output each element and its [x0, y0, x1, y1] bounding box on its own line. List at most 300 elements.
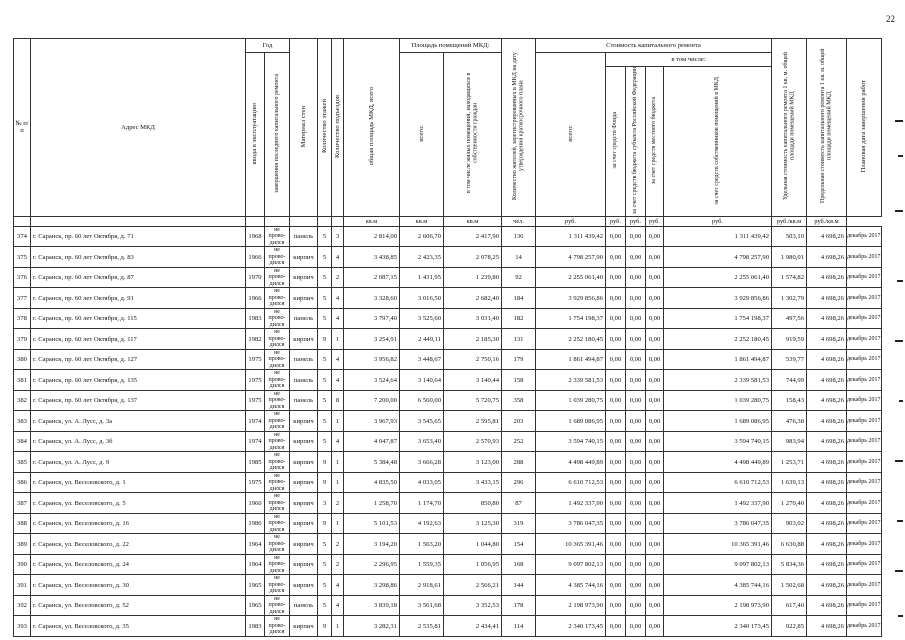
local-budget-cell: 0,00 [646, 267, 664, 288]
specific-cost-cell: 1 302,79 [772, 288, 807, 309]
address-cell: г. Саранск, ул. Веселовского, д. 16 [31, 513, 246, 534]
col-owners-header: за счет средств собственников помещений в МКД [664, 67, 772, 217]
total-area-cell: 5 101,53 [344, 513, 400, 534]
row-number: 377 [14, 288, 31, 309]
year-repair-cell: не прово-дился [265, 534, 290, 555]
area-all-cell: 4 192,63 [400, 513, 444, 534]
owners-cell: 4 385 744,16 [664, 575, 772, 596]
row-number: 391 [14, 575, 31, 596]
deadline-cell: декабрь 2017 [847, 411, 882, 432]
owners-cell: 1 311 439,42 [664, 226, 772, 247]
subject-budget-cell: 0,00 [626, 349, 646, 370]
owners-cell: 3 929 856,86 [664, 288, 772, 309]
residents-cell: 296 [502, 472, 536, 493]
entrances-cell: 3 [332, 226, 344, 247]
col-including-header: в том числе: [606, 53, 772, 67]
limit-cost-cell: 4 698,26 [807, 472, 847, 493]
subject-budget-cell: 0,00 [626, 247, 646, 268]
floors-cell: 5 [318, 534, 332, 555]
residents-cell: 178 [502, 595, 536, 616]
specific-cost-cell: 983,94 [772, 431, 807, 452]
fund-cell: 0,00 [606, 247, 626, 268]
specific-cost-cell: 497,56 [772, 308, 807, 329]
subject-budget-cell: 0,00 [626, 411, 646, 432]
table-row [14, 226, 882, 247]
deadline-cell: декабрь 2017 [847, 575, 882, 596]
table-row [14, 329, 882, 350]
total-area-cell: 3 282,31 [344, 616, 400, 637]
year-built-cell: 1975 [246, 370, 265, 391]
wall-material-cell: кирпич [290, 534, 318, 555]
specific-cost-cell: 5 834,36 [772, 554, 807, 575]
year-built-cell: 1974 [246, 411, 265, 432]
total-area-cell: 3 956,82 [344, 349, 400, 370]
year-repair-cell: не прово-дился [265, 390, 290, 411]
specific-cost-cell: 476,38 [772, 411, 807, 432]
deadline-cell: декабрь 2017 [847, 370, 882, 391]
entrances-cell: 1 [332, 513, 344, 534]
specific-cost-cell: 539,77 [772, 349, 807, 370]
fund-cell: 0,00 [606, 226, 626, 247]
area-residential-cell: 2 417,90 [444, 226, 502, 247]
wall-material-cell: кирпич [290, 431, 318, 452]
fund-cell: 0,00 [606, 513, 626, 534]
area-all-cell: 1 559,35 [400, 554, 444, 575]
area-all-cell: 3 525,60 [400, 308, 444, 329]
residents-cell: 319 [502, 513, 536, 534]
floors-cell: 9 [318, 616, 332, 637]
area-residential-cell: 3 433,15 [444, 472, 502, 493]
subject-budget-cell: 0,00 [626, 288, 646, 309]
specific-cost-cell: 1 270,40 [772, 493, 807, 514]
specific-cost-cell: 1 574,82 [772, 267, 807, 288]
limit-cost-cell: 4 698,26 [807, 226, 847, 247]
fund-cell: 0,00 [606, 370, 626, 391]
scan-edge-marks [891, 100, 905, 640]
residents-cell: 184 [502, 288, 536, 309]
col-residents-header: Количество жителей, зарегистрированных в МКД на дату утверждения краткосрочного плана [502, 39, 536, 217]
total-area-cell: 2 087,15 [344, 267, 400, 288]
area-all-cell: 1 431,95 [400, 267, 444, 288]
owners-cell: 3 594 740,15 [664, 431, 772, 452]
deadline-cell: декабрь 2017 [847, 349, 882, 370]
entrances-cell: 4 [332, 288, 344, 309]
local-budget-cell: 0,00 [646, 534, 664, 555]
area-all-cell: 2 918,61 [400, 575, 444, 596]
total-area-cell: 3 298,86 [344, 575, 400, 596]
total-area-cell: 3 328,60 [344, 288, 400, 309]
limit-cost-cell: 4 698,26 [807, 431, 847, 452]
limit-cost-cell: 4 698,26 [807, 329, 847, 350]
specific-cost-cell: 158,43 [772, 390, 807, 411]
cost-total-cell: 9 097 802,13 [536, 554, 606, 575]
entrances-cell: 4 [332, 575, 344, 596]
residents-cell: 358 [502, 390, 536, 411]
entrances-cell: 4 [332, 349, 344, 370]
wall-material-cell: кирпич [290, 411, 318, 432]
fund-cell: 0,00 [606, 472, 626, 493]
residents-cell: 131 [502, 329, 536, 350]
deadline-cell: декабрь 2017 [847, 554, 882, 575]
wall-material-cell: кирпич [290, 452, 318, 473]
area-all-cell: 3 016,50 [400, 288, 444, 309]
year-repair-cell: не прово-дился [265, 308, 290, 329]
local-budget-cell: 0,00 [646, 493, 664, 514]
year-repair-cell: не прово-дился [265, 513, 290, 534]
cost-total-cell: 4 798 257,90 [536, 247, 606, 268]
year-repair-cell: не прово-дился [265, 452, 290, 473]
year-built-cell: 1974 [246, 431, 265, 452]
specific-cost-cell: 1 502,68 [772, 575, 807, 596]
entrances-cell: 2 [332, 493, 344, 514]
year-built-cell: 1983 [246, 616, 265, 637]
cost-total-cell: 1 492 337,90 [536, 493, 606, 514]
total-area-cell: 3 194,20 [344, 534, 400, 555]
wall-material-cell: кирпич [290, 513, 318, 534]
row-number: 393 [14, 616, 31, 637]
wall-material-cell: кирпич [290, 288, 318, 309]
table-row [14, 267, 882, 288]
entrances-cell: 1 [332, 452, 344, 473]
area-residential-cell: 5 720,75 [444, 390, 502, 411]
year-built-cell: 1968 [246, 226, 265, 247]
year-built-cell: 1975 [246, 349, 265, 370]
subject-budget-cell: 0,00 [626, 493, 646, 514]
entrances-cell: 1 [332, 411, 344, 432]
fund-cell: 0,00 [606, 575, 626, 596]
area-all-cell: 1 563,20 [400, 534, 444, 555]
subject-budget-cell: 0,00 [626, 329, 646, 350]
subject-budget-cell: 0,00 [626, 431, 646, 452]
floors-cell: 9 [318, 329, 332, 350]
limit-cost-cell: 4 698,26 [807, 595, 847, 616]
limit-cost-cell: 4 698,26 [807, 308, 847, 329]
specific-cost-cell: 922,85 [772, 616, 807, 637]
unit-cell: руб. [606, 216, 626, 226]
cost-total-cell: 1 861 494,87 [536, 349, 606, 370]
subject-budget-cell: 0,00 [626, 513, 646, 534]
subject-budget-cell: 0,00 [626, 595, 646, 616]
residents-cell: 136 [502, 226, 536, 247]
deadline-cell: декабрь 2017 [847, 288, 882, 309]
total-area-cell: 3 524,64 [344, 370, 400, 391]
row-number: 380 [14, 349, 31, 370]
col-wall-header: Материал стен [290, 39, 318, 217]
unit-cell: кв.м [344, 216, 400, 226]
year-repair-cell: не прово-дился [265, 554, 290, 575]
fund-cell: 0,00 [606, 534, 626, 555]
subject-budget-cell: 0,00 [626, 226, 646, 247]
area-residential-cell: 1 239,80 [444, 267, 502, 288]
subject-budget-cell: 0,00 [626, 534, 646, 555]
owners-cell: 1 754 198,37 [664, 308, 772, 329]
floors-cell: 5 [318, 226, 332, 247]
col-area-residential-header: в том числе жилых помещений, находящихся в собственности граждан [444, 53, 502, 217]
total-area-cell: 2 814,00 [344, 226, 400, 247]
area-all-cell: 2 606,70 [400, 226, 444, 247]
total-area-cell: 3 438,85 [344, 247, 400, 268]
unit-cell: кв.м [400, 216, 444, 226]
residents-cell: 144 [502, 575, 536, 596]
col-limit-cost-header: Предельная стоимость капитального ремонта 1 кв. м. общей площади помещений МКД [807, 39, 847, 217]
local-budget-cell: 0,00 [646, 390, 664, 411]
entrances-cell: 1 [332, 329, 344, 350]
year-built-cell: 1975 [246, 390, 265, 411]
year-built-cell: 1965 [246, 575, 265, 596]
floors-cell: 5 [318, 288, 332, 309]
address-cell: г. Саранск, ул. Веселовского, д. 52 [31, 595, 246, 616]
area-residential-cell: 2 750,16 [444, 349, 502, 370]
specific-cost-cell: 6 630,88 [772, 534, 807, 555]
area-all-cell: 3 666,28 [400, 452, 444, 473]
subject-budget-cell: 0,00 [626, 554, 646, 575]
address-cell: г. Саранск, ул. А. Лусс, д. 3б [31, 431, 246, 452]
fund-cell: 0,00 [606, 267, 626, 288]
floors-cell: 3 [318, 493, 332, 514]
capital-repair-table [13, 38, 882, 637]
specific-cost-cell: 1 980,01 [772, 247, 807, 268]
residents-cell: 87 [502, 493, 536, 514]
entrances-cell: 2 [332, 554, 344, 575]
owners-cell: 2 198 973,90 [664, 595, 772, 616]
wall-material-cell: кирпич [290, 616, 318, 637]
owners-cell: 10 365 391,46 [664, 534, 772, 555]
area-residential-cell: 2 570,93 [444, 431, 502, 452]
col-area-all-header: всего: [400, 53, 444, 217]
floors-cell: 5 [318, 390, 332, 411]
subject-budget-cell: 0,00 [626, 452, 646, 473]
area-residential-cell: 3 123,00 [444, 452, 502, 473]
row-number: 390 [14, 554, 31, 575]
address-cell: г. Саранск, пр. 60 лет Октября, д. 137 [31, 390, 246, 411]
wall-material-cell: панель [290, 390, 318, 411]
area-residential-cell: 2 434,41 [444, 616, 502, 637]
specific-cost-cell: 1 253,71 [772, 452, 807, 473]
area-all-cell: 2 449,11 [400, 329, 444, 350]
residents-cell: 252 [502, 431, 536, 452]
subject-budget-cell: 0,00 [626, 616, 646, 637]
specific-cost-cell: 903,02 [772, 513, 807, 534]
specific-cost-cell: 1 639,13 [772, 472, 807, 493]
limit-cost-cell: 4 698,26 [807, 452, 847, 473]
floors-cell: 5 [318, 370, 332, 391]
owners-cell: 3 786 047,35 [664, 513, 772, 534]
residents-cell: 182 [502, 308, 536, 329]
col-floors-header: Количество этажей [318, 39, 332, 217]
total-area-cell: 7 200,00 [344, 390, 400, 411]
unit-cell: руб. [664, 216, 772, 226]
unit-cell: руб. [626, 216, 646, 226]
cost-total-cell: 10 365 391,46 [536, 534, 606, 555]
limit-cost-cell: 4 698,26 [807, 267, 847, 288]
limit-cost-cell: 4 698,26 [807, 513, 847, 534]
row-number: 384 [14, 431, 31, 452]
table-row [14, 554, 882, 575]
deadline-cell: декабрь 2017 [847, 267, 882, 288]
cost-total-cell: 1 039 280,75 [536, 390, 606, 411]
subject-budget-cell: 0,00 [626, 575, 646, 596]
floors-cell: 5 [318, 595, 332, 616]
row-number: 374 [14, 226, 31, 247]
year-repair-cell: не прово-дился [265, 472, 290, 493]
owners-cell: 1 861 494,87 [664, 349, 772, 370]
area-residential-cell: 1 056,95 [444, 554, 502, 575]
address-cell: г. Саранск, пр. 60 лет Октября, д. 135 [31, 370, 246, 391]
col-cost-total-header: всего: [536, 53, 606, 217]
wall-material-cell: панель [290, 349, 318, 370]
local-budget-cell: 0,00 [646, 431, 664, 452]
floors-cell: 9 [318, 472, 332, 493]
area-residential-cell: 3 352,53 [444, 595, 502, 616]
local-budget-cell: 0,00 [646, 288, 664, 309]
col-total-area-header: общая площадь МКД, всего [344, 39, 400, 217]
limit-cost-cell: 4 698,26 [807, 534, 847, 555]
row-number: 383 [14, 411, 31, 432]
year-repair-cell: не прово-дился [265, 575, 290, 596]
entrances-cell: 1 [332, 472, 344, 493]
deadline-cell: декабрь 2017 [847, 595, 882, 616]
table-row [14, 431, 882, 452]
floors-cell: 5 [318, 431, 332, 452]
unit-cell: чел. [502, 216, 536, 226]
limit-cost-cell: 4 698,26 [807, 493, 847, 514]
area-residential-cell: 3 140,44 [444, 370, 502, 391]
entrances-cell: 4 [332, 595, 344, 616]
specific-cost-cell: 919,59 [772, 329, 807, 350]
table-row [14, 370, 882, 391]
limit-cost-cell: 4 698,26 [807, 247, 847, 268]
row-number: 392 [14, 595, 31, 616]
row-number: 378 [14, 308, 31, 329]
area-all-cell: 6 560,00 [400, 390, 444, 411]
total-area-cell: 4 047,87 [344, 431, 400, 452]
area-residential-cell: 2 566,21 [444, 575, 502, 596]
year-repair-cell: не прово-дился [265, 493, 290, 514]
limit-cost-cell: 4 698,26 [807, 554, 847, 575]
area-all-cell: 2 535,81 [400, 616, 444, 637]
residents-cell: 154 [502, 534, 536, 555]
wall-material-cell: панель [290, 308, 318, 329]
floors-cell: 5 [318, 247, 332, 268]
table-body [14, 226, 882, 636]
total-area-cell: 3 797,40 [344, 308, 400, 329]
limit-cost-cell: 4 698,26 [807, 349, 847, 370]
area-all-cell: 3 448,67 [400, 349, 444, 370]
local-budget-cell: 0,00 [646, 616, 664, 637]
cost-total-cell: 3 929 856,86 [536, 288, 606, 309]
deadline-cell: декабрь 2017 [847, 329, 882, 350]
fund-cell: 0,00 [606, 452, 626, 473]
area-residential-cell: 2 185,30 [444, 329, 502, 350]
owners-cell: 6 610 712,53 [664, 472, 772, 493]
deadline-cell: декабрь 2017 [847, 513, 882, 534]
col-specific-cost-header: Удельная стоимость капитального ремонта 1 кв. м. общей площади помещений МКД [772, 39, 807, 217]
area-all-cell: 1 174,70 [400, 493, 444, 514]
address-cell: г. Саранск, ул. Веселовского, д. 1 [31, 472, 246, 493]
deadline-cell: декабрь 2017 [847, 534, 882, 555]
address-cell: г. Саранск, ул. Веселовского, д. 24 [31, 554, 246, 575]
total-area-cell: 5 384,48 [344, 452, 400, 473]
row-number: 379 [14, 329, 31, 350]
entrances-cell: 1 [332, 616, 344, 637]
area-all-cell: 3 653,40 [400, 431, 444, 452]
document-table-wrapper [13, 38, 882, 637]
year-built-cell: 1964 [246, 534, 265, 555]
cost-total-cell: 1 311 439,42 [536, 226, 606, 247]
area-residential-cell: 2 078,25 [444, 247, 502, 268]
floors-cell: 9 [318, 513, 332, 534]
deadline-cell: декабрь 2017 [847, 226, 882, 247]
local-budget-cell: 0,00 [646, 452, 664, 473]
deadline-cell: декабрь 2017 [847, 493, 882, 514]
unit-cell: руб./кв.м [807, 216, 847, 226]
owners-cell: 1 689 086,95 [664, 411, 772, 432]
residents-cell: 14 [502, 247, 536, 268]
cost-total-cell: 1 689 086,95 [536, 411, 606, 432]
subject-budget-cell: 0,00 [626, 390, 646, 411]
col-local-budget-header: за счет средств местного бюджета [646, 67, 664, 217]
wall-material-cell: кирпич [290, 575, 318, 596]
col-entrances-header: Количество подъездов [332, 39, 344, 217]
year-built-cell: 1986 [246, 513, 265, 534]
address-cell: г. Саранск, ул. А. Лусс, д. 3а [31, 411, 246, 432]
local-budget-cell: 0,00 [646, 575, 664, 596]
entrances-cell: 2 [332, 534, 344, 555]
table-row [14, 349, 882, 370]
table-row [14, 575, 882, 596]
specific-cost-cell: 503,10 [772, 226, 807, 247]
cost-total-cell: 2 340 173,45 [536, 616, 606, 637]
year-repair-cell: не прово-дился [265, 267, 290, 288]
subject-budget-cell: 0,00 [626, 472, 646, 493]
cost-total-cell: 2 255 061,40 [536, 267, 606, 288]
row-number: 389 [14, 534, 31, 555]
floors-cell: 5 [318, 554, 332, 575]
total-area-cell: 3 967,93 [344, 411, 400, 432]
fund-cell: 0,00 [606, 493, 626, 514]
row-number: 387 [14, 493, 31, 514]
year-built-cell: 1970 [246, 267, 265, 288]
cost-total-cell: 4 385 744,16 [536, 575, 606, 596]
deadline-cell: декабрь 2017 [847, 390, 882, 411]
residents-cell: 92 [502, 267, 536, 288]
area-residential-cell: 2 682,40 [444, 288, 502, 309]
limit-cost-cell: 4 698,26 [807, 370, 847, 391]
table-row [14, 288, 882, 309]
floors-cell: 5 [318, 349, 332, 370]
table-row [14, 595, 882, 616]
deadline-cell: декабрь 2017 [847, 308, 882, 329]
year-repair-cell: не прово-дился [265, 595, 290, 616]
address-cell: г. Саранск, пр. 60 лет Октября, д. 87 [31, 267, 246, 288]
address-cell: г. Саранск, пр. 60 лет Октября, д. 91 [31, 288, 246, 309]
table-row [14, 390, 882, 411]
fund-cell: 0,00 [606, 349, 626, 370]
fund-cell: 0,00 [606, 431, 626, 452]
address-cell: г. Саранск, ул. А. Лусс, д. 9 [31, 452, 246, 473]
address-cell: г. Саранск, ул. Веселовского, д. 30 [31, 575, 246, 596]
specific-cost-cell: 744,99 [772, 370, 807, 391]
cost-total-cell: 4 498 449,89 [536, 452, 606, 473]
owners-cell: 4 498 449,89 [664, 452, 772, 473]
address-cell: г. Саранск, пр. 60 лет Октября, д. 117 [31, 329, 246, 350]
fund-cell: 0,00 [606, 595, 626, 616]
residents-cell: 114 [502, 616, 536, 637]
limit-cost-cell: 4 698,26 [807, 390, 847, 411]
fund-cell: 0,00 [606, 616, 626, 637]
page-number: 22 [886, 14, 895, 24]
entrances-cell: 4 [332, 370, 344, 391]
